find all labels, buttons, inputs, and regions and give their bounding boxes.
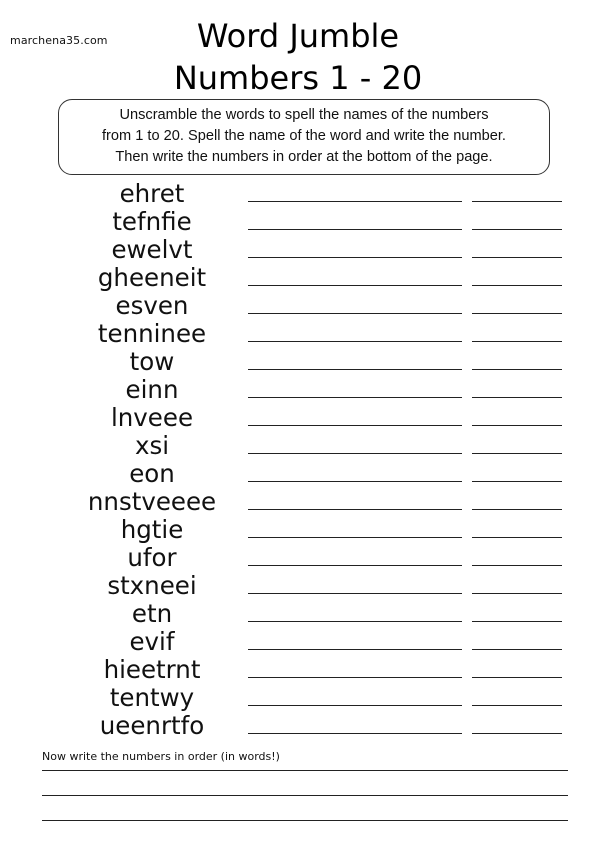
jumble-row	[0, 460, 596, 488]
instructions-line: Unscramble the words to spell the names of the numbers	[119, 107, 489, 123]
answer-word-line[interactable]	[248, 677, 462, 678]
jumble-row	[0, 264, 596, 292]
scrambled-word: ewelvt	[111, 235, 193, 264]
jumble-row	[0, 320, 596, 348]
jumble-row	[0, 600, 596, 628]
answer-number-line[interactable]	[472, 593, 562, 594]
answer-number-line[interactable]	[472, 285, 562, 286]
scrambled-word: evif	[129, 627, 175, 656]
jumble-row	[0, 376, 596, 404]
answer-word-line[interactable]	[248, 257, 462, 258]
scrambled-word: esven	[115, 291, 189, 320]
answer-word-line[interactable]	[248, 537, 462, 538]
jumble-row	[0, 712, 596, 740]
answer-word-line[interactable]	[248, 481, 462, 482]
answer-number-line[interactable]	[472, 481, 562, 482]
scrambled-word: hieetrnt	[103, 655, 201, 684]
page-title-line-2: Numbers 1 - 20	[173, 59, 423, 97]
answer-word-line[interactable]	[248, 593, 462, 594]
scrambled-word: tentwy	[109, 683, 195, 712]
jumble-list	[0, 180, 596, 740]
jumble-row	[0, 236, 596, 264]
scrambled-word: xsi	[134, 431, 170, 460]
answer-word-line[interactable]	[248, 649, 462, 650]
scrambled-word: eon	[129, 459, 175, 488]
scrambled-word: etn	[131, 599, 173, 628]
answer-number-line[interactable]	[472, 509, 562, 510]
answer-word-line[interactable]	[248, 397, 462, 398]
writing-line[interactable]	[42, 820, 568, 821]
scrambled-word: ufor	[127, 543, 177, 572]
jumble-row	[0, 488, 596, 516]
order-instructions: Now write the numbers in order (in words!)	[42, 750, 280, 763]
jumble-row	[0, 404, 596, 432]
scrambled-word: stxneei	[107, 571, 197, 600]
scrambled-word: tefnfie	[112, 207, 192, 236]
answer-number-line[interactable]	[472, 677, 562, 678]
jumble-row	[0, 180, 596, 208]
jumble-row	[0, 684, 596, 712]
instructions-line: from 1 to 20. Spell the name of the word and write the number.	[102, 128, 506, 144]
answer-number-line[interactable]	[472, 369, 562, 370]
jumble-row	[0, 348, 596, 376]
scrambled-word: tenninee	[97, 319, 207, 348]
scrambled-word: ueenrtfo	[99, 711, 205, 740]
jumble-row	[0, 656, 596, 684]
answer-word-line[interactable]	[248, 285, 462, 286]
jumble-row	[0, 572, 596, 600]
answer-number-line[interactable]	[472, 565, 562, 566]
instructions-box	[58, 99, 550, 175]
answer-word-line[interactable]	[248, 341, 462, 342]
jumble-row	[0, 292, 596, 320]
instructions-line: Then write the numbers in order at the bottom of the page.	[115, 149, 493, 165]
answer-word-line[interactable]	[248, 565, 462, 566]
writing-line[interactable]	[42, 795, 568, 796]
scrambled-word: lnveee	[110, 403, 194, 432]
answer-number-line[interactable]	[472, 201, 562, 202]
answer-word-line[interactable]	[248, 201, 462, 202]
answer-number-line[interactable]	[472, 537, 562, 538]
writing-line[interactable]	[42, 770, 568, 771]
site-url: marchena35.com	[10, 34, 108, 47]
answer-number-line[interactable]	[472, 397, 562, 398]
answer-number-line[interactable]	[472, 649, 562, 650]
answer-number-line[interactable]	[472, 425, 562, 426]
answer-word-line[interactable]	[248, 453, 462, 454]
jumble-row	[0, 516, 596, 544]
answer-word-line[interactable]	[248, 229, 462, 230]
answer-word-line[interactable]	[248, 425, 462, 426]
scrambled-word: hgtie	[120, 515, 184, 544]
jumble-row	[0, 432, 596, 460]
answer-word-line[interactable]	[248, 705, 462, 706]
answer-number-line[interactable]	[472, 705, 562, 706]
scrambled-word: nnstveeee	[87, 487, 217, 516]
jumble-row	[0, 208, 596, 236]
jumble-row	[0, 628, 596, 656]
scrambled-word: ehret	[119, 179, 185, 208]
answer-number-line[interactable]	[472, 229, 562, 230]
jumble-row	[0, 544, 596, 572]
scrambled-word: tow	[129, 347, 175, 376]
answer-word-line[interactable]	[248, 369, 462, 370]
scrambled-word: einn	[125, 375, 179, 404]
answer-word-line[interactable]	[248, 621, 462, 622]
answer-number-line[interactable]	[472, 453, 562, 454]
answer-number-line[interactable]	[472, 621, 562, 622]
answer-word-line[interactable]	[248, 733, 462, 734]
answer-word-line[interactable]	[248, 313, 462, 314]
answer-number-line[interactable]	[472, 733, 562, 734]
answer-number-line[interactable]	[472, 313, 562, 314]
answer-number-line[interactable]	[472, 341, 562, 342]
answer-word-line[interactable]	[248, 509, 462, 510]
page-title-line-1: Word Jumble	[196, 17, 400, 55]
scrambled-word: gheeneit	[97, 263, 207, 292]
answer-number-line[interactable]	[472, 257, 562, 258]
